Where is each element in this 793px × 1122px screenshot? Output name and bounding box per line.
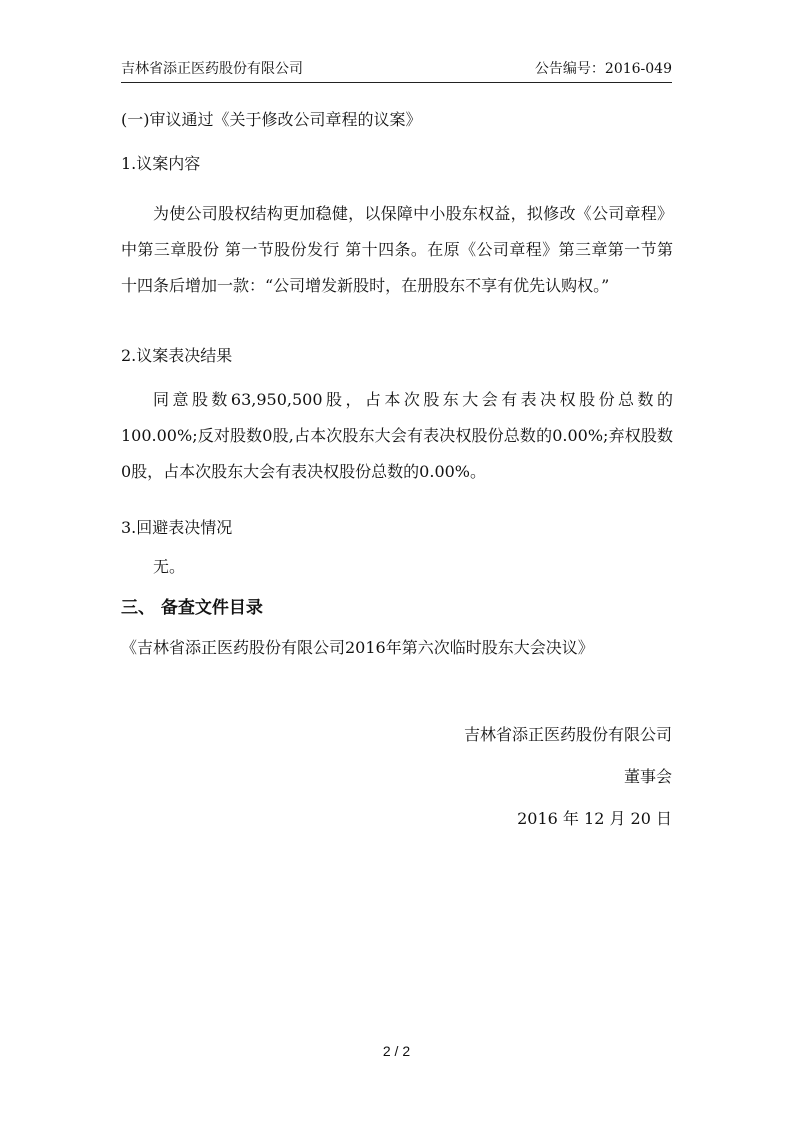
page-number: 2 / 2 (382, 1043, 411, 1059)
header-notice-number: 公告编号：2016-049 (534, 61, 672, 77)
header-company: 吉林省添正医药股份有限公司 (121, 61, 303, 77)
section1-title: (一)审议通过《关于修改公司章程的议案》 (121, 110, 422, 129)
page-header (121, 56, 672, 83)
item1-title: 1.议案内容 (121, 154, 201, 173)
item3-body: 无。 (153, 557, 186, 576)
reference-document: 《吉林省添正医药股份有限公司2016年第六次临时股东大会决议》 (121, 638, 594, 657)
signature-date: 2016 年 12 月 20 日 (517, 809, 672, 828)
signature-board: 董事会 (623, 767, 672, 786)
item1-body: 为使公司股权结构更加稳健，以保障中小股东权益，拟修改《公司章程》中第三章股份 第一节股份发行 第十四条。在原《公司章程》第三章第一节第十四条后增加一款：“公司增发新股时，在册股东不享有优先认购权。” (121, 204, 673, 295)
item2-title: 2.议案表决结果 (121, 346, 233, 365)
signature-company: 吉林省添正医药股份有限公司 (463, 725, 672, 744)
item2-body: 同意股数63,950,500股，占本次股东大会有表决权股份总数的100.00%;反对股数0股,占本次股东大会有表决权股份总数的0.00%;弃权股数0股，占本次股东大会有表决权股份总数的0.00%。 (121, 390, 673, 481)
item3-title: 3.回避表决情况 (121, 518, 233, 537)
section3-title: 三、 备查文件目录 (121, 598, 263, 618)
